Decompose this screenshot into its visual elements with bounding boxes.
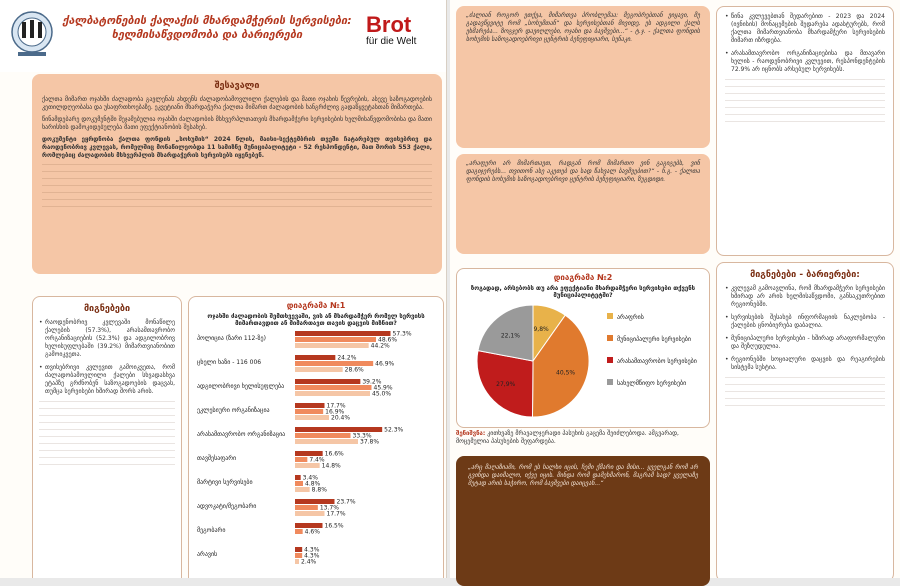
chart1-bar bbox=[295, 391, 370, 396]
chart1-bar bbox=[295, 457, 307, 462]
chart2-legend-label: არაფრის bbox=[617, 314, 644, 321]
chart1-svg bbox=[195, 327, 439, 567]
org-logo-icon bbox=[8, 8, 56, 60]
chart1-category-label: თავშესაფარი bbox=[197, 455, 237, 462]
chart1-value-label: 39.2% bbox=[362, 378, 382, 386]
chart1-bar bbox=[295, 427, 382, 432]
chart1-bar bbox=[295, 505, 318, 510]
chart1-value-label: 57.3% bbox=[392, 330, 412, 338]
chart1-value-label: 13.7% bbox=[319, 504, 339, 512]
brand-logo bbox=[366, 14, 438, 48]
quote-2: „არაფერი არ მიმართავთ, რადგან რომ მიმართო ვინ გაგიგებს, ვინ დაგიჯერებს... თვითონ ასე აკეთებ და სად წახვალ ბავშვებით?“ - ნ.გ. - ქალთა ფონდის სოხუმის საზოგადოებრივი ცენტრის ბენეფიციარი, ზუგდიდი. bbox=[466, 160, 700, 183]
chart1-category-label: პოლიცია (ზარი 112-ზე) bbox=[197, 335, 266, 342]
intro-paragraph-3: დოკუმენტი ეყრდნობა ქალთა ფონდის „სოხუმის“ 2024 წლის, მაისი-სექტემბრის თვეში ჩატარებულ თვისებრივ და რაოდენობრივ კვლევას, რომელშიც მონაწილეობდა 11 სამიზნე მუნიციპალიტეტი - 52 რესპონდენტი, მათ შორის 553 ქალი, რომლებიც ძალადობის მსხვერპლის მხარდაჭერის სერვისებს იყენებენ. bbox=[42, 136, 432, 159]
finding-bullet-1: • რაოდენობრივ კვლევაში მონაწილე ქალების (57.3%), არასამთავრობო ორგანიზაციების (52.3%) და ადგილობრივ ხელისუფლებაში (39.2%) მიმართვიანობით გამოიკვეთა. bbox=[39, 319, 175, 359]
chart1-category-label: მეგობარი bbox=[197, 527, 226, 534]
findings-title: მიგნებები bbox=[83, 304, 131, 314]
chart1-category-label: მარტივი სერვისები bbox=[197, 479, 253, 486]
dark-quote: „არც მაღაზიაში, რომ ეს ხალხი იცის, ჩემი ქმარი და მისი... ყველგან რომ არ გვინდა დაიმალო, იქვე იცის. მინდა რომ დამეხმარონ, მაგრამ სად? ყველაზე მეტად არის საჭირო, რომ ბავშვები დაიცვან...“ bbox=[468, 464, 698, 487]
caption-text: კითხვაზე მრავალჯერადი პასუხის გაცემა შეიძლებოდა. ამგვარად, მოცემულია პასუხების შეფარდება. bbox=[456, 430, 679, 445]
chart2-caption bbox=[456, 430, 710, 446]
chart1-value-label: 4.3% bbox=[304, 546, 320, 554]
left-page bbox=[0, 0, 447, 578]
chart1-value-label: 45.9% bbox=[373, 384, 393, 392]
chart1-value-label: 24.2% bbox=[337, 354, 357, 362]
header bbox=[0, 0, 446, 72]
chart2-value-label: 9,8% bbox=[533, 325, 549, 333]
chart1-bar bbox=[295, 529, 303, 534]
chart1-bar bbox=[295, 547, 302, 552]
chart1-value-label: 17.7% bbox=[326, 510, 346, 518]
quote-box-1 bbox=[456, 6, 710, 148]
chart1-bar bbox=[295, 337, 376, 342]
rec-bullet-2: • სერვისების შესახებ ინფორმაციის ნაკლებობა - ქალების ცნობიერება დაბალია. bbox=[725, 314, 885, 330]
chart1-value-label: 28.6% bbox=[344, 366, 364, 374]
side-box-2 bbox=[716, 262, 894, 578]
side-bullet-1: • წინა კვლევებთან შედარებით - 2023 და 2024 (ივნისის) მონაცემების შედარება ადასტურებს, რომ ქალთა მიმართვიანობა მხარდამჭერი სერვისების მიმართ იზრდება. bbox=[725, 13, 885, 45]
chart2-question: ზოგადად, არსებობს თუ არა ეფექტიანი მხარდამჭერი სერვისები თქვენს მუნიციპალიტეტში? bbox=[470, 285, 696, 299]
chart1-box bbox=[188, 296, 444, 578]
chart2-legend-swatch bbox=[607, 357, 613, 363]
chart2-legend-label: სახელმწიფო სერვისები bbox=[617, 380, 687, 387]
chart1-value-label: 17.7% bbox=[326, 402, 346, 410]
chart1-bar bbox=[295, 463, 320, 468]
chart1-bar bbox=[295, 511, 325, 516]
chart1-bar bbox=[295, 409, 323, 414]
chart1-bar bbox=[295, 553, 302, 558]
side-box-1 bbox=[716, 6, 894, 256]
rec-bullet-3: • მუნიციპალური სერვისები - ხშირად არაფორმალური და შეზღუდულია. bbox=[725, 335, 885, 351]
chart1-value-label: 20.4% bbox=[331, 414, 351, 422]
chart1-bar bbox=[295, 403, 325, 408]
chart1-bar bbox=[295, 487, 310, 492]
chart2-value-label: 22,1% bbox=[500, 332, 520, 340]
chart1-bar bbox=[295, 355, 335, 360]
chart1-value-label: 48.6% bbox=[378, 336, 398, 344]
chart1-value-label: 16.9% bbox=[325, 408, 345, 416]
rec-title: მიგნებები - ბარიერები: bbox=[750, 270, 860, 280]
chart1-value-label: 16.6% bbox=[324, 450, 344, 458]
intro-paragraph-1: ქალთა მიმართ ოჯახში ძალადობა გავლენას ახდენს ძალადობამოვლილი ქალების და მათი ოჯახის წევრების, ასევე საზოგადოების კეთილდღეობასა და უსაფრთხოებაზე. ეკვეტიანი მხარდაჭერა ქალთა მიმართ ძალადობის ხანგრძლივ გადაწყვეტასთან მიმართება. bbox=[42, 96, 432, 111]
side-bullet-2: • არასამთავრობო ორგანიზაციებისა და მთავარი ხელის - რაოდენობრივი კვლევით, რესპონდენტების 72.9% არ იცნობს არსებულ სერვისებს. bbox=[725, 50, 885, 74]
chart1-bar bbox=[295, 439, 358, 444]
dark-quote-box bbox=[456, 456, 710, 586]
chart1-bar bbox=[295, 523, 323, 528]
intro-paragraph-2: წინამდებარე დოკუმენტში შეჯამებულია ოჯახში ძალადობის მსხვერპლთათვის მხარდამჭერი სერვისების ხელმისაწვდომობისა და მათი ხარისხის დამოკიდებულება მათი ეფექტიანობის შესახებ. bbox=[42, 116, 432, 131]
chart1-bar bbox=[295, 379, 360, 384]
chart1-bar bbox=[295, 451, 323, 456]
chart1-value-label: 3.4% bbox=[302, 474, 318, 482]
chart1-category-label: ცხელი ხაზი - 116 006 bbox=[197, 359, 262, 366]
chart1-value-label: 46.9% bbox=[375, 360, 395, 368]
chart2-value-label: 40,5% bbox=[556, 369, 576, 377]
chart1-value-label: 44.2% bbox=[370, 342, 390, 350]
chart1-value-label: 4.8% bbox=[305, 480, 321, 488]
chart2-title: დიაგრამა №2 bbox=[553, 273, 613, 282]
finding-bullet-2: • თვისებრივი კვლევით გამოიკვეთა, რომ ძალადობამოვლილი ქალები სხვადასხვა ეტაპზე გრძნობენ საზოგადოების დაცვას, თუმცა სერვისები ხშირად შორს არის. bbox=[39, 364, 175, 396]
chart1-value-label: 52.3% bbox=[384, 426, 404, 434]
chart1-value-label: 45.0% bbox=[372, 390, 392, 398]
chart2-legend-swatch bbox=[607, 313, 613, 319]
chart1-value-label: 2.4% bbox=[301, 558, 317, 566]
chart2-box bbox=[456, 268, 710, 428]
intro-title: შესავალი bbox=[214, 81, 260, 91]
chart1-bar bbox=[295, 331, 391, 336]
chart1-bar bbox=[295, 475, 301, 480]
chart1-value-label: 14.8% bbox=[321, 462, 341, 470]
chart1-bar bbox=[295, 361, 373, 366]
caption-label: შენიშვნა: bbox=[456, 430, 486, 437]
chart1-category-label: არავის bbox=[197, 551, 218, 558]
chart1-value-label: 4.6% bbox=[304, 528, 320, 536]
brand-line2: für die Welt bbox=[366, 36, 417, 47]
chart1-bar bbox=[295, 433, 351, 438]
quote-box-2 bbox=[456, 154, 710, 254]
chart1-bar bbox=[295, 481, 303, 486]
chart1-bar bbox=[295, 499, 335, 504]
chart2-legend-label: არასამთავრობო სერვისები bbox=[617, 358, 697, 365]
header-title: ქალბატონების ქალაქის მხარდამჭერის სერვისები: ხელმისაწვდომობა და ბარიერები bbox=[62, 14, 352, 41]
chart1-value-label: 16.5% bbox=[324, 522, 344, 530]
chart2-legend-swatch bbox=[607, 379, 613, 385]
chart1-value-label: 8.8% bbox=[311, 486, 327, 494]
chart2-legend-swatch bbox=[607, 335, 613, 341]
chart1-value-label: 23.7% bbox=[336, 498, 356, 506]
chart1-bar bbox=[295, 367, 343, 372]
chart1-category-label: ადგილობრივი ხელისუფლება bbox=[197, 383, 285, 390]
rec-bullet-4: • რეგიონებში სოციალური დაცვის და რეაგირების სისტემა სუსტია. bbox=[725, 356, 885, 372]
chart1-category-label: ეკლესიური ორგანიზაცია bbox=[197, 407, 270, 414]
chart2-svg bbox=[463, 299, 705, 424]
chart1-bar bbox=[295, 415, 329, 420]
intro-box bbox=[32, 74, 442, 274]
chart1-title: დიაგრამა №1 bbox=[286, 301, 346, 310]
quote-1: „ძალიან როგორ ვთქვა, მიმართვა პრობლემაა: მეგობრებთან ვიყავი, მე გადავწყვიტე რომ „სოხუმთან“ და სერვისებთან მივიდე, ეს ადგილი ქალს ეხმარება... ზოგჯერ დავიღლები, ოჯახი და ბავშვები...“ - ტ.ჯ. - ქალთა ფონდის სოხუმის საზოგადოებრივი ცენტრის ბენეფიციარი, სენაკი. bbox=[466, 12, 700, 43]
chart2-value-label: 27,9% bbox=[496, 381, 516, 389]
chart1-category-label: ადვოკატი/მეგობარი bbox=[197, 503, 257, 510]
chart1-value-label: 37.8% bbox=[360, 438, 380, 446]
chart1-value-label: 4.3% bbox=[304, 552, 320, 560]
brand-line1: Brot bbox=[366, 12, 412, 37]
chart1-bar bbox=[295, 385, 372, 390]
chart1-value-label: 33.3% bbox=[352, 432, 372, 440]
findings-box bbox=[32, 296, 182, 578]
chart2-legend-label: მუნიციპალური სერვისები bbox=[617, 336, 691, 343]
chart1-value-label: 7.4% bbox=[309, 456, 325, 464]
chart1-bar bbox=[295, 559, 299, 564]
chart1-bar bbox=[295, 343, 369, 348]
rec-bullet-1: • კვლევამ გამოავლინა, რომ მხარდამჭერი სერვისები ხშირად არ არის ხელმისაწვდომი, განსაკუთრებით რეგიონებში. bbox=[725, 285, 885, 309]
chart1-question: ოჯახში ძალადობის შემთხვევაში, ვის ან მხარდამჭერ რომელ სერვისს მიმართავდით ან მიმართავთ თავის დაცვის მიზნით? bbox=[207, 313, 425, 327]
chart1-category-label: არასამთავრობო ორგანიზაცია bbox=[197, 431, 286, 438]
